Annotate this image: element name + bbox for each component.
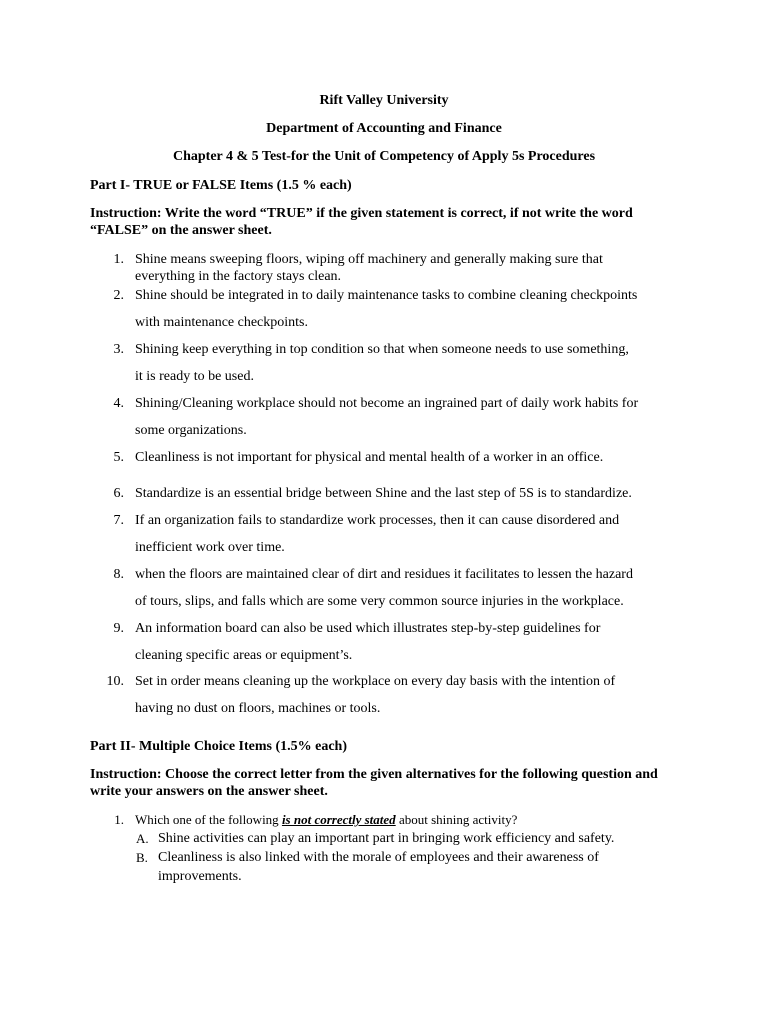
- tf-item-number: 8.: [113, 567, 124, 582]
- tf-item-number: 9.: [113, 621, 124, 636]
- mc-question-text-after: about shining activity?: [395, 812, 518, 827]
- tf-item-text: having no dust on floors, machines or tools.: [135, 701, 381, 716]
- mc-option-text: Shine activities can play an important part in bringing work efficiency and safety.: [158, 831, 615, 846]
- tf-item-text: with maintenance checkpoints.: [135, 315, 308, 330]
- part2-heading: Part II- Multiple Choice Items (1.5% each): [90, 739, 348, 754]
- mc-question-emphasis: is not correctly stated: [281, 812, 396, 827]
- tf-item-number: 5.: [113, 450, 124, 465]
- tf-item-text: If an organization fails to standardize work processes, then it can cause disordered and: [135, 513, 620, 528]
- tf-item-number: 10.: [106, 674, 124, 689]
- tf-item-text: Cleanliness is not important for physical and mental health of a worker in an office.: [135, 450, 604, 465]
- part1-instruction-line2: “FALSE” on the answer sheet.: [90, 223, 272, 238]
- mc-option-text: Cleanliness is also linked with the morale of employees and their awareness of: [158, 850, 599, 865]
- test-title: Chapter 4 & 5 Test-for the Unit of Competency of Apply 5s Procedures: [172, 149, 596, 164]
- tf-item-text: cleaning specific areas or equipment’s.: [135, 648, 353, 663]
- mc-question-number: 1.: [114, 812, 124, 827]
- mc-option-text: improvements.: [158, 869, 242, 884]
- part2-instruction-line1: Instruction: Choose the correct letter from the given alternatives for the following question and: [90, 767, 658, 782]
- tf-item-text: everything in the factory stays clean.: [135, 269, 342, 284]
- tf-item-number: 7.: [113, 513, 124, 528]
- tf-item-number: 3.: [113, 342, 124, 357]
- tf-item-text: Shining keep everything in top condition so that when someone needs to use something,: [135, 342, 629, 357]
- tf-item-number: 1.: [113, 252, 124, 267]
- tf-item-text: it is ready to be used.: [135, 369, 254, 384]
- tf-item-text: some organizations.: [135, 423, 247, 438]
- part2-instruction-line2: write your answers on the answer sheet.: [90, 784, 328, 799]
- tf-item-number: 6.: [113, 486, 124, 501]
- tf-item-text: Shine means sweeping floors, wiping off machinery and generally making sure that: [135, 252, 603, 267]
- university-name: Rift Valley University: [319, 93, 449, 108]
- tf-item-text: Shining/Cleaning workplace should not become an ingrained part of daily work habits for: [135, 396, 639, 411]
- tf-item-text: Set in order means cleaning up the workplace on every day basis with the intention of: [135, 674, 616, 689]
- mc-option-letter: A.: [136, 831, 149, 846]
- tf-item-text: inefficient work over time.: [135, 540, 285, 555]
- tf-item-text: Shine should be integrated in to daily maintenance tasks to combine cleaning checkpoints: [135, 288, 638, 303]
- part1-instruction-line1: Instruction: Write the word “TRUE” if the given statement is correct, if not write the word: [90, 206, 633, 221]
- mc-question-text-before: Which one of the following: [135, 812, 282, 827]
- tf-item-number: 4.: [113, 396, 124, 411]
- mc-option-letter: B.: [136, 850, 148, 865]
- tf-item-number: 2.: [113, 288, 124, 303]
- tf-item-text: when the floors are maintained clear of dirt and residues it facilitates to lessen the hazard: [135, 567, 633, 582]
- tf-item-text: An information board can also be used which illustrates step-by-step guidelines for: [135, 621, 601, 636]
- mc-question-text: [135, 811, 517, 829]
- part1-heading: Part I- TRUE or FALSE Items (1.5 % each): [90, 178, 352, 193]
- tf-item-text: Standardize is an essential bridge between Shine and the last step of 5S is to standardize.: [135, 486, 632, 501]
- department-name: Department of Accounting and Finance: [266, 121, 502, 136]
- tf-item-text: of tours, slips, and falls which are some very common source injuries in the workplace.: [135, 594, 624, 609]
